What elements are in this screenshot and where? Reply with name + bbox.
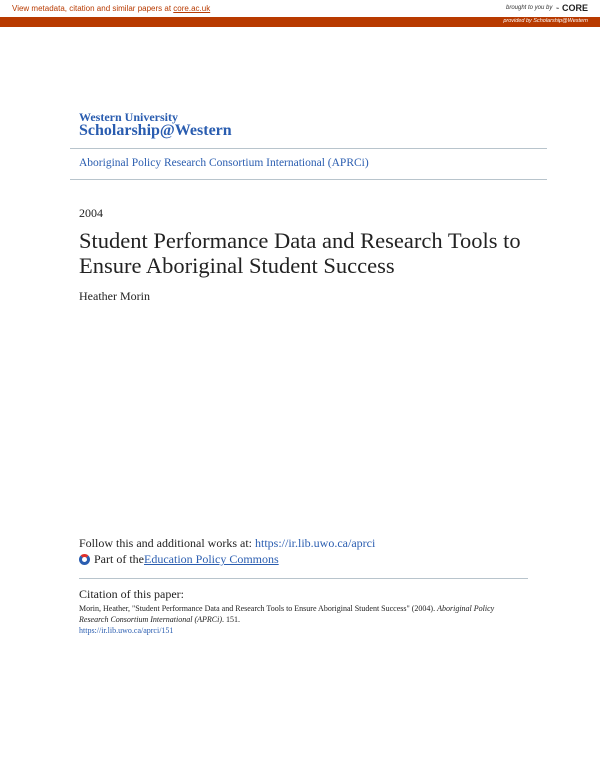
divider [70, 179, 547, 180]
divider [70, 148, 547, 149]
core-banner [0, 0, 600, 17]
citation-body: Morin, Heather, "Student Performance Data and Research Tools to Ensure Aboriginal Student Success" (2004). [79, 604, 438, 613]
provided-by: provided by Scholarship@Western [503, 18, 588, 24]
divider [79, 578, 528, 579]
collection-link[interactable]: Aboriginal Policy Research Consortium International (APRCi) [79, 157, 369, 169]
metadata-text: View metadata, citation and similar papers at [12, 4, 174, 13]
citation-text [79, 603, 519, 636]
follow-text: Follow this and additional works at: [79, 536, 255, 550]
title-line: Student Performance Data and Research Tools to [79, 228, 521, 253]
commons-logo-icon [79, 554, 90, 565]
core-label: CORE [561, 3, 588, 13]
follow-link[interactable]: https://ir.lib.uwo.ca/aprci [255, 536, 376, 550]
part-of-line [79, 552, 279, 567]
paper-title [79, 228, 521, 278]
brought-by-text: brought to you by [505, 5, 553, 11]
part-of-text: Part of the [94, 552, 144, 566]
citation-heading: Citation of this paper: [79, 587, 184, 601]
title-line: Ensure Aboriginal Student Success [79, 253, 395, 278]
follow-line [79, 536, 375, 551]
core-logo-icon: ⌁ [555, 5, 559, 12]
metadata-notice [12, 4, 210, 13]
core-link[interactable]: core.ac.uk [173, 4, 211, 13]
citation-suffix: . 151. [222, 615, 241, 624]
citation-journal: Aboriginal Policy Research Consortium International (APRCi) [79, 604, 495, 624]
brought-by[interactable] [506, 3, 588, 13]
commons-link[interactable]: Education Policy Commons [144, 552, 279, 566]
paper-author: Heather Morin [79, 289, 150, 303]
university-name[interactable]: Western University [79, 110, 178, 124]
paper-year: 2004 [79, 206, 103, 220]
repository-name[interactable]: Scholarship@Western [79, 122, 232, 139]
citation-url[interactable]: https://ir.lib.uwo.ca/aprci/151 [79, 626, 174, 635]
